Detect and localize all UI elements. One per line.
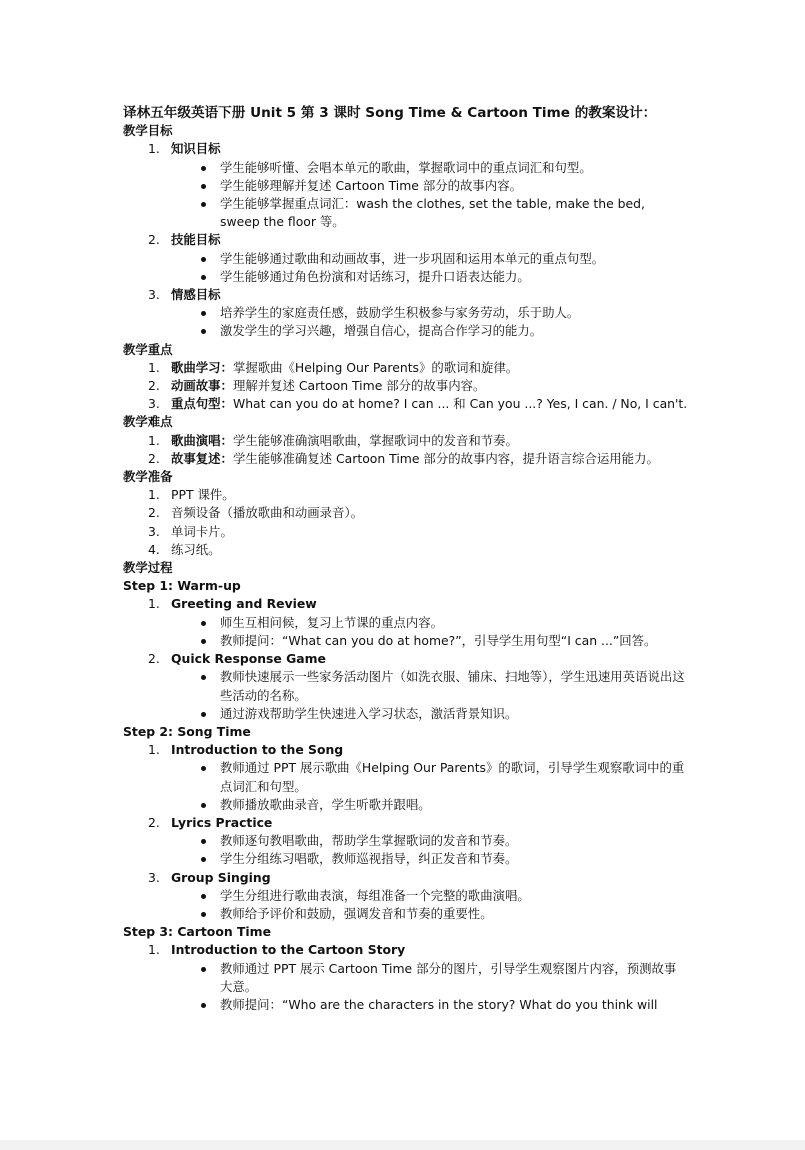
- objectives-heading: 教学目标: [123, 123, 173, 139]
- list-number: 1.: [148, 596, 160, 612]
- list-number: 2.: [148, 450, 160, 466]
- bullet-item: 教师通过 PPT 展示 Cartoon Time 部分的图片，引导学生观察图片内容，预测故事大意。: [123, 960, 688, 996]
- step-item-label: Introduction to the Cartoon Story: [171, 942, 406, 958]
- bullet-item: 学生能够通过角色扮演和对话练习，提升口语表达能力。: [123, 268, 688, 286]
- bullet-item: 培养学生的家庭责任感，鼓励学生积极参与家务劳动，乐于助人。: [123, 304, 688, 322]
- key-point-label: 歌曲学习：: [171, 359, 233, 375]
- difficulty-label: 歌曲演唱：: [171, 432, 233, 448]
- preparation-text: 单词卡片。: [171, 523, 233, 539]
- difficulty-label: 故事复述：: [171, 450, 233, 466]
- bullet-item: 激发学生的学习兴趣，增强自信心，提高合作学习的能力。: [123, 322, 688, 340]
- bullet-item: 教师提问：“Who are the characters in the story? What do you think will: [123, 996, 688, 1014]
- step-item: [123, 741, 688, 759]
- difficulties-heading: 教学难点: [123, 414, 173, 430]
- preparation-heading: 教学准备: [123, 469, 173, 485]
- objective-item: [123, 231, 688, 249]
- list-number: 1.: [148, 487, 160, 503]
- list-number: 4.: [148, 541, 160, 557]
- step-item: [123, 869, 688, 887]
- key-point-label: 动画故事：: [171, 378, 233, 394]
- bullet-item: 教师给予评价和鼓励，强调发音和节奏的重要性。: [123, 905, 688, 923]
- step-item: [123, 814, 688, 832]
- step-list: [123, 595, 688, 613]
- list-number: 2.: [148, 505, 160, 521]
- step-item-label: Greeting and Review: [171, 596, 317, 612]
- key-point-text: 理解并复述 Cartoon Time 部分的故事内容。: [232, 378, 486, 394]
- list-number: 3.: [148, 396, 160, 412]
- bullet-item: 教师播放歌曲录音，学生听歌并跟唱。: [123, 796, 688, 814]
- difficulties-list: [123, 432, 688, 468]
- bullet-item: 学生能够掌握重点词汇：wash the clothes, set the table, make the bed, sweep the floor 等。: [123, 195, 688, 231]
- step-list: [123, 814, 688, 832]
- bullet-item: 通过游戏帮助学生快速进入学习状态，激活背景知识。: [123, 705, 688, 723]
- list-number: 3.: [148, 523, 160, 539]
- difficulty-text: 学生能够准确演唱歌曲，掌握歌词中的发音和节奏。: [232, 432, 518, 448]
- difficulty-item: [123, 450, 688, 468]
- list-number: 1.: [148, 432, 160, 448]
- objectives-list: [123, 286, 688, 304]
- bullet-list: [123, 759, 688, 814]
- key-point-text: What can you do at home? I can ... 和 Can you ...? Yes, I can. / No, I can't.: [232, 396, 688, 412]
- bullet-item: 学生能够通过歌曲和动画故事，进一步巩固和运用本单元的重点句型。: [123, 250, 688, 268]
- step-item: [123, 595, 688, 613]
- bullet-item: 教师提问：“What can you do at home?”，引导学生用句型“I can ...”回答。: [123, 632, 688, 650]
- bullet-item: 学生分组进行歌曲表演，每组准备一个完整的歌曲演唱。: [123, 887, 688, 905]
- list-number: 1.: [148, 942, 160, 958]
- preparation-text: 练习纸。: [171, 541, 221, 557]
- list-number: 1.: [148, 141, 160, 157]
- objective-label: 知识目标: [171, 141, 221, 157]
- step-title: Step 1: Warm-up: [123, 578, 241, 594]
- objective-item: [123, 286, 688, 304]
- key-points-list: [123, 359, 688, 414]
- bullet-list: [123, 668, 688, 723]
- step-item-label: Lyrics Practice: [171, 814, 273, 830]
- step-item: [123, 941, 688, 959]
- step-list: [123, 650, 688, 668]
- bullet-item: 教师通过 PPT 展示歌曲《Helping Our Parents》的歌词，引导学生观察歌词中的重点词汇和句型。: [123, 759, 688, 795]
- preparation-text: PPT 课件。: [171, 487, 235, 503]
- list-number: 1.: [148, 742, 160, 758]
- step-item-label: Quick Response Game: [171, 651, 326, 667]
- step-list: [123, 941, 688, 959]
- preparation-item: [123, 523, 688, 541]
- difficulty-item: [123, 432, 688, 450]
- step-item-label: Group Singing: [171, 869, 271, 885]
- step-title: Step 2: Song Time: [123, 723, 251, 739]
- step-list: [123, 869, 688, 887]
- list-number: 1.: [148, 359, 160, 375]
- key-point-label: 重点句型：: [171, 396, 233, 412]
- preparation-item: [123, 541, 688, 559]
- key-point-text: 掌握歌曲《Helping Our Parents》的歌词和旋律。: [232, 359, 519, 375]
- difficulty-text: 学生能够准确复述 Cartoon Time 部分的故事内容，提升语言综合运用能力。: [232, 450, 659, 466]
- bullet-item: 学生能够听懂、会唱本单元的歌曲，掌握歌词中的重点词汇和句型。: [123, 159, 688, 177]
- step-title: Step 3: Cartoon Time: [123, 924, 271, 940]
- list-number: 3.: [148, 287, 160, 303]
- step-item-label: Introduction to the Song: [171, 742, 344, 758]
- key-point-item: [123, 395, 688, 413]
- bullet-item: 学生分组练习唱歌，教师巡视指导，纠正发音和节奏。: [123, 850, 688, 868]
- key-point-item: [123, 377, 688, 395]
- lesson-plan: [123, 104, 688, 1014]
- bullet-item: 师生互相问候，复习上节课的重点内容。: [123, 614, 688, 632]
- preparation-list: [123, 486, 688, 559]
- list-number: 2.: [148, 651, 160, 667]
- bullet-item: 教师逐句教唱歌曲，帮助学生掌握歌词的发音和节奏。: [123, 832, 688, 850]
- objective-label: 情感目标: [171, 287, 221, 303]
- list-number: 3.: [148, 869, 160, 885]
- key-points-heading: 教学重点: [123, 341, 173, 357]
- bullet-list: [123, 304, 688, 340]
- objectives-list: [123, 140, 688, 158]
- bullet-list: [123, 887, 688, 923]
- bullet-item: 学生能够理解并复述 Cartoon Time 部分的故事内容。: [123, 177, 688, 195]
- step-item: [123, 650, 688, 668]
- document-title: 译林五年级英语下册 Unit 5 第 3 课时 Song Time & Cartoon Time 的教案设计：: [123, 105, 657, 121]
- list-number: 2.: [148, 232, 160, 248]
- bullet-list: [123, 960, 688, 1015]
- preparation-item: [123, 486, 688, 504]
- bullet-list: [123, 159, 688, 232]
- objectives-list: [123, 231, 688, 249]
- process-heading: 教学过程: [123, 560, 173, 576]
- list-number: 2.: [148, 814, 160, 830]
- preparation-text: 音频设备（播放歌曲和动画录音）。: [171, 505, 364, 521]
- step-list: [123, 741, 688, 759]
- bullet-item: 教师快速展示一些家务活动图片（如洗衣服、铺床、扫地等），学生迅速用英语说出这些活动的名称。: [123, 668, 688, 704]
- bullet-list: [123, 250, 688, 286]
- key-point-item: [123, 359, 688, 377]
- list-number: 2.: [148, 378, 160, 394]
- preparation-item: [123, 504, 688, 522]
- bullet-list: [123, 614, 688, 650]
- bullet-list: [123, 832, 688, 868]
- objective-label: 技能目标: [171, 232, 221, 248]
- objective-item: [123, 140, 688, 158]
